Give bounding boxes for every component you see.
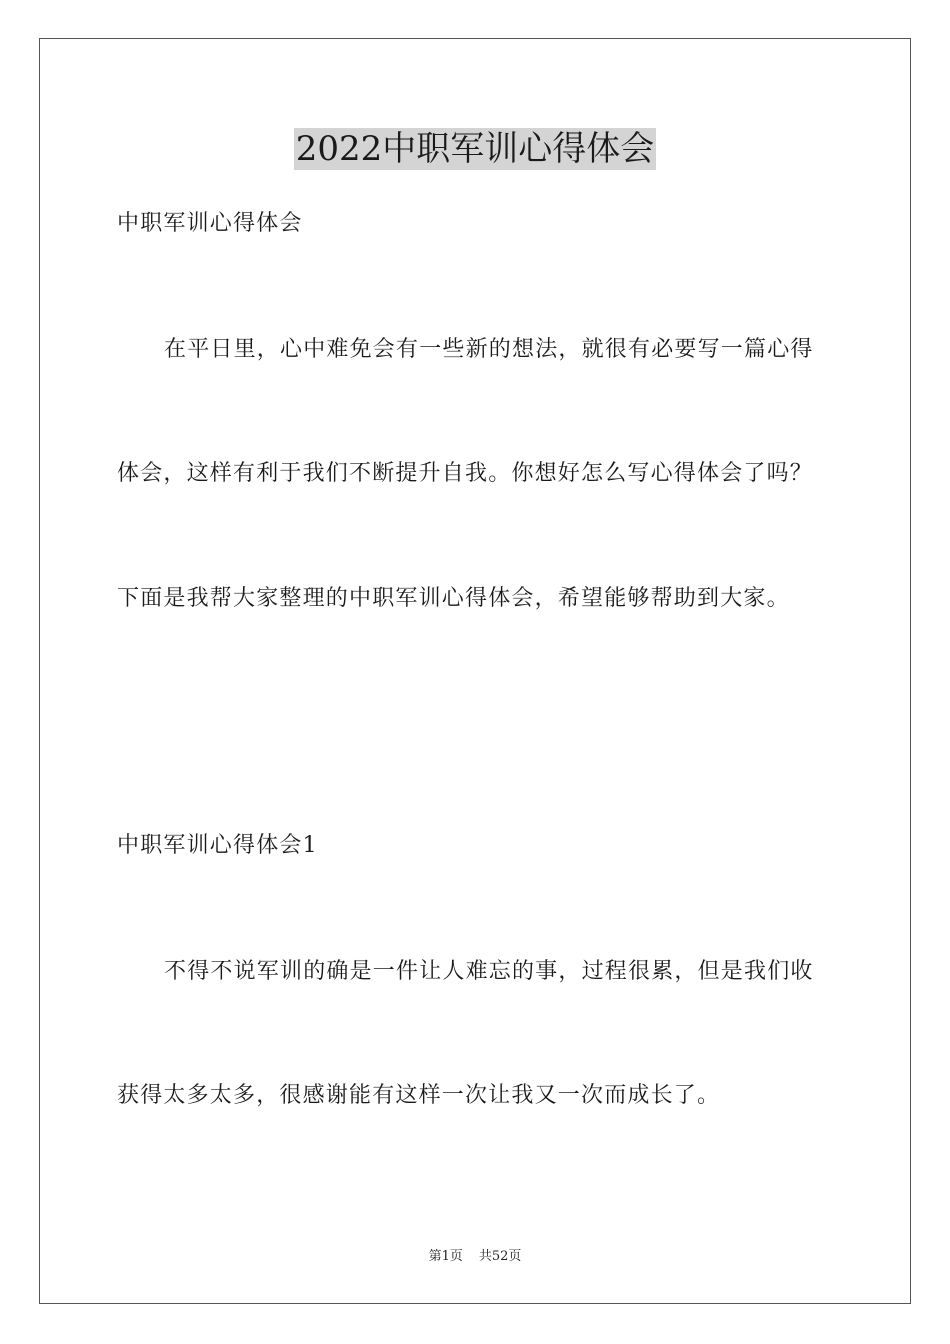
document-title xyxy=(0,128,950,170)
page-number-total: 共52页 xyxy=(478,1249,522,1264)
intro-line-3: 下面是我帮大家整理的中职军训心得体会，希望能够帮助到大家。 xyxy=(117,586,790,611)
document-title-text: 2022中职军训心得体会 xyxy=(295,129,655,169)
intro-line-2: 体会，这样有利于我们不断提升自我。你想好怎么写心得体会了吗？ xyxy=(117,461,814,486)
section-line-2: 获得太多太多，很感谢能有这样一次让我又一次而成长了。 xyxy=(117,1083,721,1108)
section-heading: 中职军训心得体会1 xyxy=(117,833,318,858)
document-subtitle: 中职军训心得体会 xyxy=(117,211,303,236)
section-line-1: 不得不说军训的确是一件让人难忘的事，过程很累，但是我们收 xyxy=(164,959,814,984)
page-footer xyxy=(0,1248,950,1266)
page-number-current: 第1页 xyxy=(428,1249,463,1264)
intro-line-1: 在平日里，心中难免会有一些新的想法，就很有必要写一篇心得 xyxy=(164,337,814,362)
